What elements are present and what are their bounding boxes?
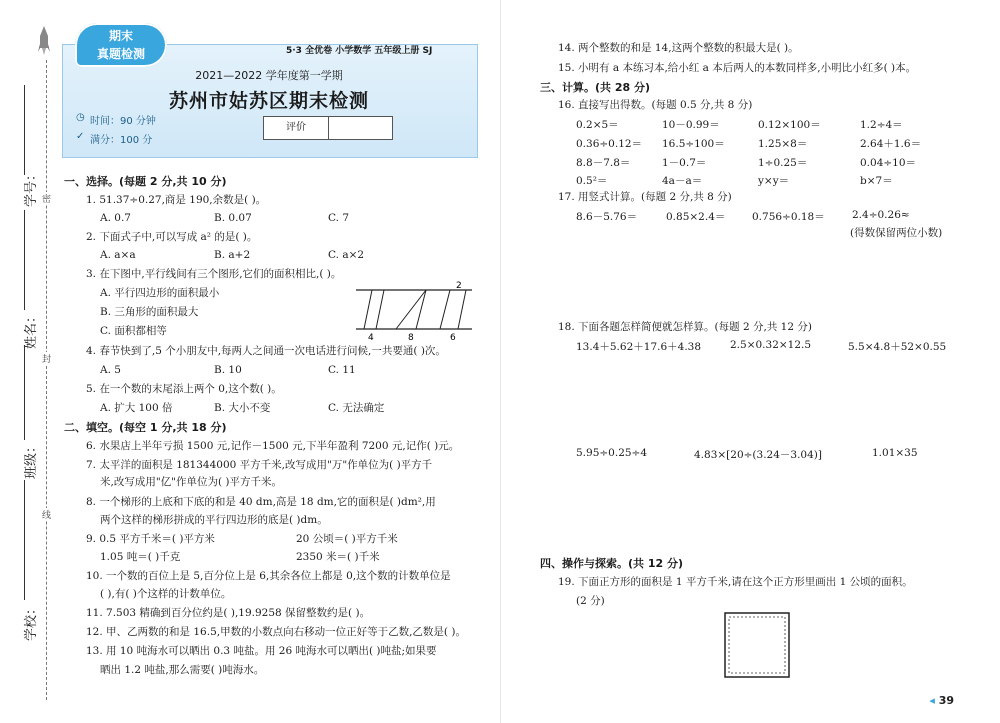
- q16-item: 0.36÷0.12＝: [576, 138, 643, 150]
- q18-item: 13.4＋5.62＋17.6＋4.38: [576, 341, 702, 353]
- q3-option-c: C. 面积都相等: [100, 325, 167, 337]
- question-2: 2. 下面式子中,可以写成 a² 的是( )。: [86, 231, 258, 243]
- fig-label-2: 2: [456, 281, 462, 291]
- question-9-a: 9. 0.5 平方千米＝( )平方米: [86, 533, 215, 545]
- question-11: 11. 7.503 精确到百分位约是( ),19.9258 保留整数约是( )。: [86, 607, 371, 619]
- q16-item: 0.04÷10＝: [860, 157, 917, 169]
- question-13-line2: 晒出 1.2 吨盐,那么需要( )吨海水。: [100, 664, 265, 676]
- q16-item: 0.5²＝: [576, 175, 608, 187]
- exam-title: 苏州市姑苏区期末检测: [168, 90, 369, 112]
- q5-option-b: B. 大小不变: [214, 402, 271, 414]
- q17-rounding-note: (得数保留两位小数): [850, 227, 943, 239]
- evaluation-label: 评价: [264, 117, 329, 139]
- question-17: 17. 用竖式计算。(每题 2 分,共 8 分): [558, 191, 732, 203]
- q2-option-c: C. a×2: [328, 249, 365, 261]
- name-line: [24, 210, 25, 310]
- question-16: 16. 直接写出得数。(每题 0.5 分,共 8 分): [558, 99, 753, 111]
- school-label: 学校：: [24, 601, 40, 642]
- question-14: 14. 两个整数的和是 14,这两个整数的积最大是( )。: [558, 42, 799, 54]
- question-7-line2: 米,改写成用"亿"作单位为( )平方千米。: [100, 476, 283, 488]
- parallel-lines-figure: [356, 281, 472, 343]
- student-id-line: [24, 85, 25, 175]
- question-19-line2: (2 分): [576, 595, 605, 607]
- q1-option-b: B. 0.07: [214, 212, 252, 224]
- question-7-line1: 7. 太平洋的面积是 181344000 平方千米,改写成用"万"作单位为( )平方千: [86, 459, 433, 471]
- page-number: [929, 694, 954, 707]
- q16-item: 8.8－7.8＝: [576, 157, 631, 169]
- clock-icon: ◷: [76, 112, 85, 123]
- badge-line2: 真题检测: [96, 47, 145, 61]
- q5-option-c: C. 无法确定: [328, 402, 385, 414]
- q16-item: 4a－a＝: [662, 175, 703, 187]
- exam-time: 时间：90 分钟: [90, 116, 156, 127]
- page-number-icon: ◂: [929, 694, 939, 707]
- q4-option-c: C. 11: [328, 364, 356, 376]
- series-label: 5·3 全优卷 小学数学 五年级上册 SJ: [286, 46, 433, 56]
- q2-option-a: A. a×a: [100, 249, 136, 261]
- q3-option-a: A. 平行四边形的面积最小: [100, 287, 220, 299]
- q18-item: 5.95÷0.25÷4: [576, 447, 648, 459]
- q2-option-b: B. a+2: [214, 249, 251, 261]
- page-number-value: 39: [938, 694, 954, 707]
- page-gutter: [500, 0, 501, 723]
- evaluation-box: [263, 116, 393, 140]
- q16-item: 1－0.7＝: [662, 157, 707, 169]
- q16-item: y×y＝: [758, 175, 790, 187]
- question-9-c: 1.05 吨＝( )千克: [100, 551, 181, 563]
- q18-item: 1.01×35: [872, 447, 918, 459]
- question-12: 12. 甲、乙两数的和是 16.5,甲数的小数点向右移动一位正好等于乙数,乙数是( )。: [86, 626, 466, 638]
- q18-item: 4.83×[20÷(3.24－3.04)]: [694, 449, 822, 461]
- q17-item: 2.4÷0.26≈: [852, 209, 910, 221]
- question-5: 5. 在一个数的末尾添上两个 0,这个数( )。: [86, 383, 282, 395]
- question-4: 4. 春节快到了,5 个小朋友中,每两人之间通一次电话进行问候,一共要通( )次。: [86, 345, 446, 357]
- q3-option-b: B. 三角形的面积最大: [100, 306, 199, 318]
- q17-item: 8.6－5.76＝: [576, 211, 638, 223]
- question-8-line1: 8. 一个梯形的上底和下底的和是 40 dm,高是 18 dm,它的面积是( )dm²,用: [86, 496, 436, 508]
- exam-badge: [75, 23, 167, 67]
- question-10-line1: 10. 一个数的百位上是 5,百分位上是 6,其余各位上都是 0,这个数的计数单位是: [86, 570, 451, 582]
- question-13-line1: 13. 用 10 吨海水可以晒出 0.3 吨盐。用 26 吨海水可以晒出( )吨盐;如果要: [86, 645, 437, 657]
- q16-item: 2.64＋1.6＝: [860, 138, 922, 150]
- q16-item: 1÷0.25＝: [758, 157, 808, 169]
- question-19-line1: 19. 下面正方形的面积是 1 平方千米,请在这个正方形里画出 1 公顷的面积。: [558, 576, 913, 588]
- q16-item: b×7＝: [860, 175, 893, 187]
- fig-label-6: 6: [450, 333, 456, 343]
- rocket-icon: [38, 26, 50, 56]
- question-8-line2: 两个这样的梯形拼成的平行四边形的底是( )dm。: [100, 514, 328, 526]
- seal-mark-xian: 线: [42, 508, 51, 521]
- question-9-d: 2350 米＝( )千米: [296, 551, 380, 563]
- square-grid-figure: [724, 612, 790, 678]
- q16-item: 0.2×5＝: [576, 119, 619, 131]
- exam-full-score: 满分：100 分: [90, 135, 153, 146]
- fig-label-8: 8: [408, 333, 414, 343]
- q4-option-a: A. 5: [100, 364, 121, 376]
- q18-item: 5.5×4.8＋52×0.55: [848, 341, 947, 353]
- section-operation: 四、操作与探索。(共 12 分): [540, 557, 684, 570]
- q18-item: 2.5×0.32×12.5: [730, 339, 812, 351]
- section-choice: 一、选择。(每题 2 分,共 10 分): [64, 175, 227, 188]
- q4-option-b: B. 10: [214, 364, 242, 376]
- student-id-label: 学号：: [24, 167, 40, 208]
- q16-item: 0.12×100＝: [758, 119, 821, 131]
- q1-option-a: A. 0.7: [100, 212, 131, 224]
- question-3: 3. 在下图中,平行线间有三个图形,它们的面积相比,( )。: [86, 268, 342, 280]
- exam-subtitle: 2021—2022 学年度第一学期: [195, 69, 343, 82]
- q1-option-c: C. 7: [328, 212, 350, 224]
- q16-item: 10－0.99＝: [662, 119, 720, 131]
- section-fill-in: 二、填空。(每空 1 分,共 18 分): [64, 421, 227, 434]
- class-line: [24, 345, 25, 440]
- question-15: 15. 小明有 a 本练习本,给小红 a 本后两人的本数同样多,小明比小红多( )本。: [558, 62, 917, 74]
- seal-mark-mi: 密: [42, 192, 51, 205]
- question-10-line2: ( ),有( )个这样的计数单位。: [100, 588, 232, 600]
- question-1: 1. 51.37÷0.27,商是 190,余数是( )。: [86, 194, 267, 206]
- question-9-b: 20 公顷＝( )平方千米: [296, 533, 398, 545]
- q17-item: 0.85×2.4＝: [666, 211, 726, 223]
- check-icon: ✓: [76, 131, 85, 142]
- class-label: 班级：: [24, 439, 40, 480]
- q17-item: 0.756÷0.18＝: [752, 211, 825, 223]
- question-6: 6. 水果店上半年亏损 1500 元,记作－1500 元,下半年盈利 7200 元,记作( )元。: [86, 440, 460, 452]
- section-calculation: 三、计算。(共 28 分): [540, 81, 651, 94]
- q5-option-a: A. 扩大 100 倍: [100, 402, 173, 414]
- q16-item: 1.25×8＝: [758, 138, 808, 150]
- q16-item: 1.2÷4＝: [860, 119, 903, 131]
- badge-line1: 期末: [108, 29, 133, 43]
- school-line: [24, 480, 25, 600]
- q16-item: 16.5÷100＝: [662, 138, 725, 150]
- seal-mark-feng: 封: [42, 352, 51, 365]
- name-label: 姓名：: [24, 309, 40, 350]
- binding-dashed-line: [46, 60, 47, 700]
- fig-label-4: 4: [368, 333, 374, 343]
- question-18: 18. 下面各题怎样简便就怎样算。(每题 2 分,共 12 分): [558, 321, 812, 333]
